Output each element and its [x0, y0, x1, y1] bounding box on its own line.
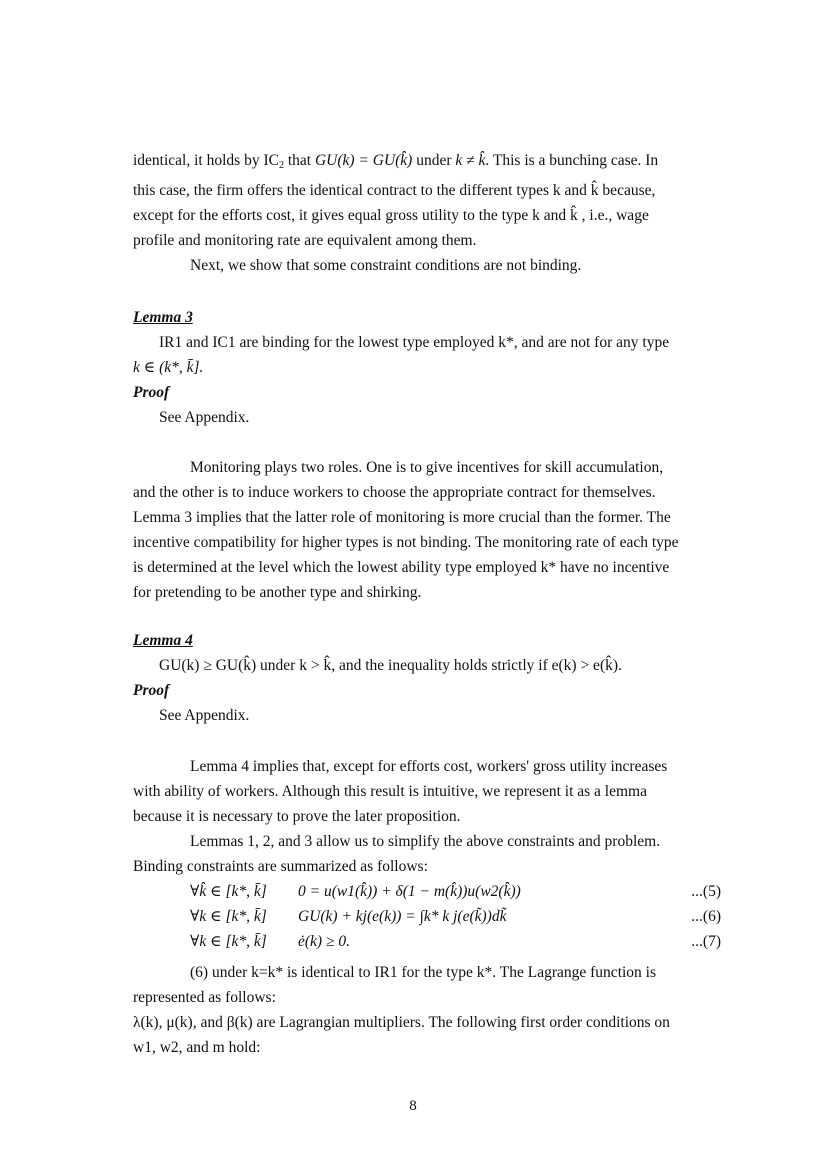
- equation-block: [133, 879, 723, 954]
- lagrange-line: represented as follows:: [133, 989, 276, 1006]
- page-number: 8: [409, 1098, 417, 1114]
- lagrange-line: (6) under k=k* is identical to IR1 for the type k*. The Lagrange function is: [190, 964, 657, 981]
- monitoring-line: for pretending to be another type and shirking.: [133, 584, 422, 601]
- monitoring-line: Monitoring plays two roles. One is to give incentives for skill accumulation,: [190, 459, 664, 476]
- equation-body: ė(k) ≥ 0.: [298, 933, 350, 950]
- lemma-4-proof-label: Proof: [133, 682, 170, 699]
- equation-6: [133, 904, 723, 929]
- text-span: identical, it holds by IC: [133, 152, 279, 169]
- text-span: under: [412, 152, 456, 169]
- equation-quantifier: ∀k ∈ [k*, k̄]: [190, 908, 267, 925]
- lagrange-line: λ(k), μ(k), and β(k) are Lagrangian multipliers. The following first order conditions on: [133, 1014, 670, 1031]
- equation-body: 0 = u(w1(k̂)) + δ(1 − m(k̂))u(w2(k̂)): [298, 883, 521, 900]
- lemma-3-proof-label: Proof: [133, 384, 170, 401]
- implication-line: Lemma 4 implies that, except for efforts cost, workers' gross utility increases: [190, 758, 668, 775]
- bunching-line-1: [133, 148, 723, 178]
- monitoring-line: is determined at the level which the lowest ability type employed k* have no incentive: [133, 559, 670, 576]
- lemma-3-body-line-2: k ∈ (k*, k̄].: [133, 359, 204, 376]
- monitoring-line: incentive compatibility for higher types is not binding. The monitoring rate of each type: [133, 534, 679, 551]
- equation-5: [133, 879, 723, 904]
- equation-number: ...(6): [691, 908, 721, 925]
- monitoring-line: and the other is to induce workers to choose the appropriate contract for themselves.: [133, 484, 656, 501]
- equation-quantifier: ∀k̂ ∈ [k*, k̄]: [190, 883, 267, 900]
- implication-line: because it is necessary to prove the later proposition.: [133, 808, 461, 825]
- implication-line: with ability of workers. Although this result is intuitive, we represent it as a lemma: [133, 783, 647, 800]
- lemma-4-heading: Lemma 4: [133, 632, 193, 649]
- subscript: 2: [278, 160, 284, 171]
- bunching-line-4: profile and monitoring rate are equivalent among them.: [133, 232, 477, 249]
- lemma-3-block: [133, 305, 723, 430]
- equation-quantifier: ∀k ∈ [k*, k̄]: [190, 933, 267, 950]
- equation-body: GU(k) + kj(e(k)) = ∫k* k j(e(k̃))dk̃: [298, 908, 507, 925]
- equation-number: ...(7): [691, 933, 721, 950]
- bunching-line-2: this case, the firm offers the identical contract to the different types k and k̂ because,: [133, 182, 656, 199]
- paragraph-lemma-4-implication: [133, 754, 723, 879]
- lemmas-line: Binding constraints are summarized as follows:: [133, 858, 428, 875]
- lagrange-line: w1, w2, and m hold:: [133, 1039, 261, 1056]
- lemma-3-body-line-1: IR1 and IC1 are binding for the lowest type employed k*, and are not for any type: [159, 334, 670, 351]
- equation-7: [133, 929, 723, 954]
- math-equality: GU(k) = GU(k̂): [314, 152, 413, 169]
- paragraph-bunching: [133, 148, 723, 278]
- text-span: that: [283, 152, 315, 169]
- monitoring-line: Lemma 3 implies that the latter role of monitoring is more crucial than the former. The: [133, 509, 671, 526]
- equation-number: ...(5): [691, 883, 721, 900]
- paragraph-lagrange: [133, 960, 723, 1060]
- lemma-4-block: [133, 628, 723, 728]
- lemma-3-heading: Lemma 3: [133, 309, 193, 326]
- paragraph-monitoring: [133, 455, 723, 605]
- bunching-line-3: except for the efforts cost, it gives equal gross utility to the type k and k̂ , i.e., wage: [133, 207, 649, 224]
- math-inequality: k ≠ k̂: [455, 152, 486, 169]
- lemma-4-statement: GU(k) ≥ GU(k̂) under k > k̂, and the inequality holds strictly if e(k) > e(k̂).: [159, 657, 622, 674]
- text-span: . This is a bunching case. In: [485, 152, 659, 169]
- lemmas-line: Lemmas 1, 2, and 3 allow us to simplify the above constraints and problem.: [190, 833, 661, 850]
- lemma-4-proof-text: See Appendix.: [159, 707, 250, 724]
- lemma-3-proof-text: See Appendix.: [159, 409, 250, 426]
- next-line: Next, we show that some constraint conditions are not binding.: [190, 257, 582, 274]
